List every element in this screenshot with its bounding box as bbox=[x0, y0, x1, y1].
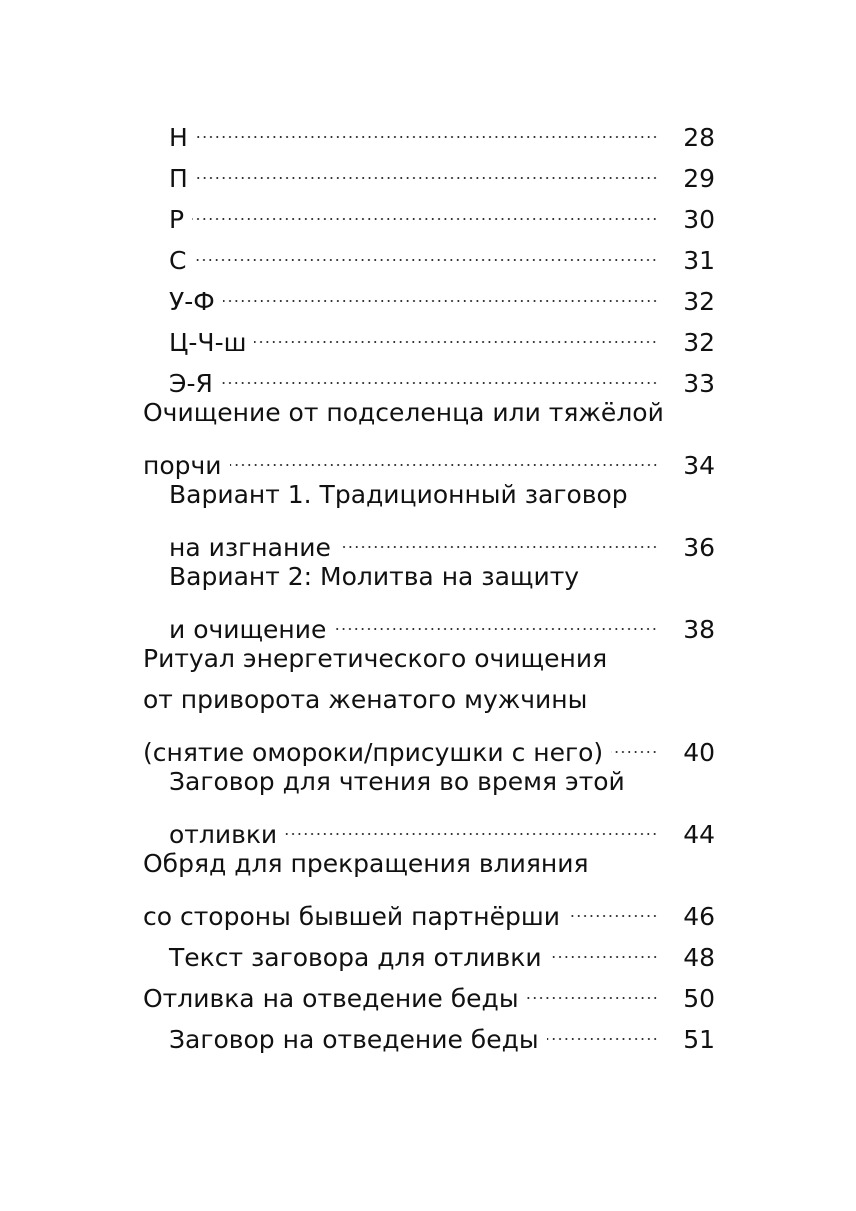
toc-page-number: 44 bbox=[683, 820, 715, 849]
dot-leader bbox=[568, 884, 658, 925]
dot-leader bbox=[196, 146, 658, 187]
toc-entry[interactable] bbox=[143, 1007, 715, 1054]
toc-entry[interactable] bbox=[143, 105, 715, 152]
toc-entry-title-line[interactable]: Вариант 2: Молитва на защиту bbox=[169, 562, 580, 591]
dot-leader bbox=[339, 515, 658, 556]
toc-page-number: 50 bbox=[683, 984, 715, 1013]
toc-page-number: 34 bbox=[683, 451, 715, 480]
dot-leader bbox=[223, 269, 658, 310]
toc-page-number: 32 bbox=[683, 287, 715, 316]
toc-entry-title-line[interactable]: Вариант 1. Традиционный заговор bbox=[169, 480, 628, 509]
dot-leader bbox=[192, 187, 658, 228]
toc-entry[interactable] bbox=[143, 802, 715, 849]
table-of-contents bbox=[143, 105, 715, 1054]
toc-page-number: 31 bbox=[683, 246, 715, 275]
toc-entry-title: отливки bbox=[169, 820, 278, 849]
dot-leader bbox=[550, 925, 658, 966]
toc-page-number: 40 bbox=[683, 738, 715, 767]
toc-entry-title-line[interactable]: Очищение от подселенца или тяжёлой bbox=[143, 398, 664, 427]
toc-entry-title: Р bbox=[169, 205, 185, 234]
toc-entry[interactable] bbox=[143, 884, 715, 931]
dot-leader bbox=[196, 105, 658, 146]
toc-entry-title: порчи bbox=[143, 451, 222, 480]
toc-page-number: 28 bbox=[683, 123, 715, 152]
dot-leader bbox=[230, 433, 658, 474]
toc-entry[interactable] bbox=[143, 720, 715, 767]
toc-entry[interactable] bbox=[143, 966, 715, 1013]
toc-entry[interactable] bbox=[143, 228, 715, 275]
dot-leader bbox=[194, 228, 658, 269]
toc-page-number: 46 bbox=[683, 902, 715, 931]
toc-entry-title: У-Ф bbox=[169, 287, 215, 316]
toc-entry-title-line[interactable]: Заговор для чтения во время этой bbox=[169, 767, 625, 796]
dot-leader bbox=[221, 351, 658, 392]
toc-page-number: 33 bbox=[683, 369, 715, 398]
toc-entry-title: Отливка на отведение беды bbox=[143, 984, 519, 1013]
toc-entry-title: Н bbox=[169, 123, 188, 152]
toc-entry[interactable] bbox=[143, 146, 715, 193]
toc-entry[interactable] bbox=[143, 433, 715, 480]
toc-entry-title: (снятие омороки/присушки с него) bbox=[143, 738, 604, 767]
toc-page-number: 36 bbox=[683, 533, 715, 562]
dot-leader bbox=[254, 310, 658, 351]
toc-entry[interactable] bbox=[143, 310, 715, 357]
toc-entry[interactable] bbox=[143, 269, 715, 316]
toc-entry-title: С bbox=[169, 246, 187, 275]
dot-leader bbox=[611, 720, 658, 761]
toc-entry-title: со стороны бывшей партнёрши bbox=[143, 902, 560, 931]
toc-entry-title-line[interactable]: Обряд для прекращения влияния bbox=[143, 849, 589, 878]
dot-leader bbox=[334, 597, 658, 638]
toc-page-number: 29 bbox=[683, 164, 715, 193]
toc-entry-title: Э-Я bbox=[169, 369, 213, 398]
toc-page-number: 51 bbox=[683, 1025, 715, 1054]
toc-entry-title: и очищение bbox=[169, 615, 327, 644]
toc-entry[interactable] bbox=[143, 925, 715, 972]
toc-page-number: 48 bbox=[683, 943, 715, 972]
toc-entry-title: Ц-Ч-ш bbox=[169, 328, 247, 357]
toc-entry[interactable] bbox=[143, 187, 715, 234]
toc-entry-title: Текст заговора для отливки bbox=[169, 943, 542, 972]
toc-entry-title-line[interactable]: от приворота женатого мужчины bbox=[143, 685, 588, 714]
dot-leader bbox=[547, 1007, 658, 1048]
toc-page-number: 32 bbox=[683, 328, 715, 357]
dot-leader bbox=[285, 802, 658, 843]
toc-entry[interactable] bbox=[143, 597, 715, 644]
toc-entry-title-line[interactable]: Ритуал энергетического очищения bbox=[143, 644, 608, 673]
toc-entry-title: на изгнание bbox=[169, 533, 331, 562]
toc-entry-title: П bbox=[169, 164, 188, 193]
toc-entry[interactable] bbox=[143, 515, 715, 562]
toc-entry-title: Заговор на отведение беды bbox=[169, 1025, 539, 1054]
toc-page-number: 30 bbox=[683, 205, 715, 234]
toc-entry[interactable] bbox=[143, 351, 715, 398]
toc-page-number: 38 bbox=[683, 615, 715, 644]
dot-leader bbox=[527, 966, 658, 1007]
